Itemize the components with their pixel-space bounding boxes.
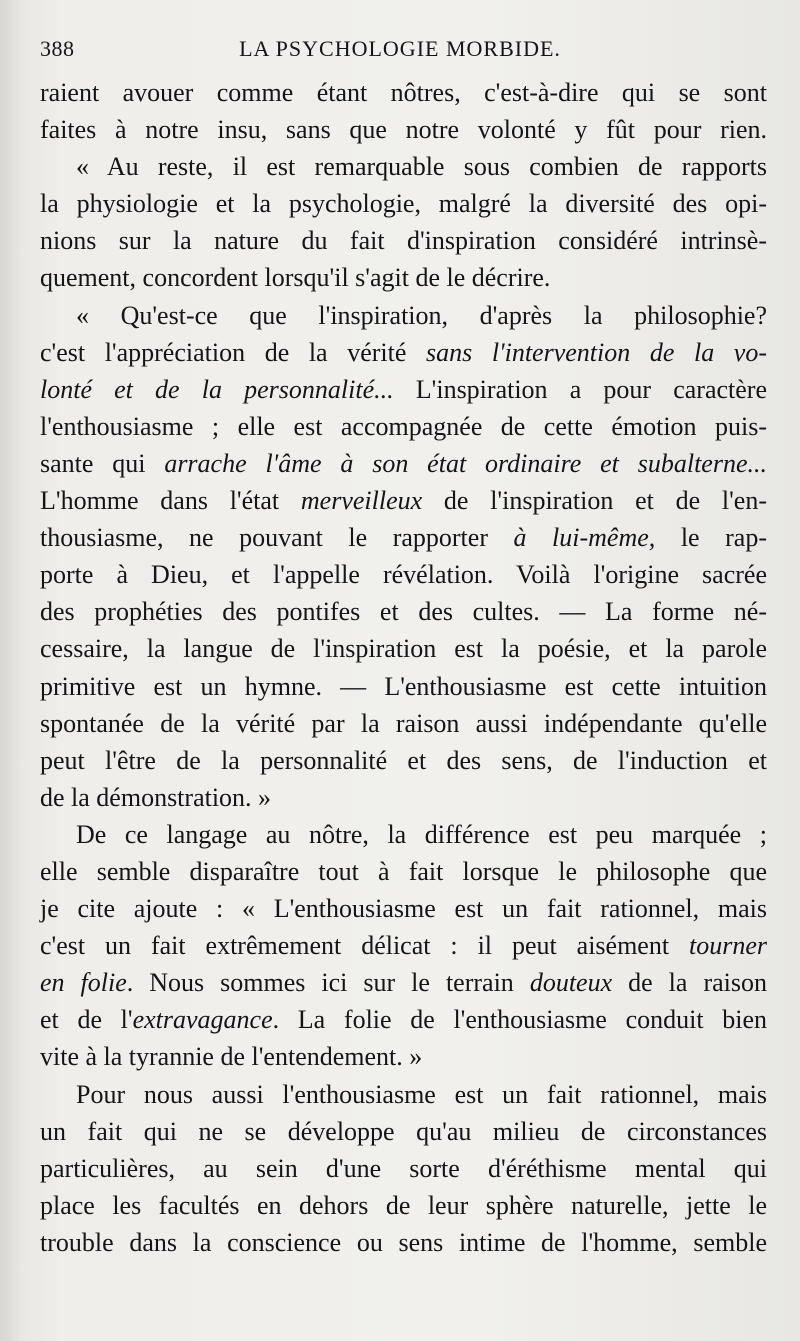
italic-text: tourner — [689, 931, 767, 961]
text-segment: L'homme dans l'état — [40, 486, 301, 516]
text-line — [40, 964, 767, 1001]
text-segment: c'est l'appréciation de la vérité — [40, 337, 426, 367]
text-segment: De ce langage au nôtre, la différence est peu marquée ; — [76, 819, 767, 849]
text-segment: nions sur la nature du fait d'inspiration considéré intrinsè- — [40, 226, 767, 256]
text-line — [40, 222, 767, 259]
text-segment: porte à Dieu, et l'appelle révélation. Voilà l'origine sacrée — [40, 560, 767, 590]
running-head: LA PSYCHOLOGIE MORBIDE. — [239, 36, 561, 61]
text-segment: faites à notre insu, sans que notre volonté y fût pour rien. — [40, 115, 767, 145]
text-segment: particulières, au sein d'une sorte d'éréthisme mental qui — [40, 1153, 767, 1183]
page-number: 388 — [40, 36, 75, 61]
text-segment: Pour nous aussi l'enthousiasme est un fait rationnel, mais — [76, 1079, 767, 1109]
text-line — [40, 668, 767, 705]
body-text — [40, 74, 767, 1261]
text-segment: je cite ajoute : « L'enthousiasme est un fait rationnel, mais — [40, 894, 767, 924]
text-segment: sante qui — [40, 448, 165, 478]
text-line — [40, 259, 767, 296]
text-line — [40, 779, 767, 816]
text-segment: trouble dans la conscience ou sens intime de l'homme, semble — [40, 1227, 767, 1257]
text-line — [40, 519, 767, 556]
text-segment: « Qu'est-ce que l'inspiration, d'après la philosophie? — [76, 300, 767, 330]
text-segment: des prophéties des pontifes et des cultes. — La forme né- — [40, 597, 767, 627]
italic-text: merveilleux — [300, 486, 423, 516]
text-segment: c'est un fait extrêmement délicat : il peut aisément — [40, 931, 689, 961]
text-segment: peut l'être de la personnalité et des sens, de l'induction et — [40, 745, 767, 775]
italic-text: lonté et de la personnalité... — [40, 374, 394, 404]
text-segment: de l'inspiration et de l'en- — [422, 486, 767, 516]
text-line — [40, 556, 767, 593]
text-line — [40, 1001, 767, 1038]
text-line — [40, 1076, 767, 1113]
text-line — [40, 371, 767, 408]
text-line — [40, 742, 767, 779]
text-segment: quement, concordent lorsqu'il s'agit de le décrire. — [40, 263, 551, 293]
text-line — [40, 408, 767, 445]
text-line — [40, 1150, 767, 1187]
text-segment: place les facultés en dehors de leur sphère naturelle, jette le — [40, 1190, 767, 1220]
text-line — [40, 705, 767, 742]
text-segment: cessaire, la langue de l'inspiration est la poésie, et la parole — [40, 634, 767, 664]
italic-text: arrache l'âme à son état ordinaire et subalterne... — [164, 448, 767, 478]
text-segment: . La folie de l'enthousiasme conduit bien — [272, 1005, 767, 1035]
text-line — [40, 816, 767, 853]
italic-text: douteux — [529, 968, 613, 998]
text-segment: de la raison — [612, 968, 767, 998]
text-segment: la physiologie et la psychologie, malgré la diversité des opi- — [40, 189, 767, 219]
text-segment: spontanée de la vérité par la raison aussi indépendante qu'elle — [40, 708, 767, 738]
text-segment: de la démonstration. » — [40, 782, 272, 812]
text-line — [40, 185, 767, 222]
text-line — [40, 927, 767, 964]
italic-text: sans l'intervention de la vo- — [425, 337, 767, 367]
text-line — [40, 482, 767, 519]
text-segment: elle semble disparaître tout à fait lorsque le philosophe que — [40, 856, 767, 886]
text-line — [40, 445, 767, 482]
text-segment: le rap- — [655, 523, 767, 553]
text-line — [40, 593, 767, 630]
text-line — [40, 74, 767, 111]
text-line — [40, 334, 767, 371]
text-segment: « Au reste, il est remarquable sous combien de rapports — [76, 152, 767, 182]
text-segment: L'inspiration a pour caractère — [393, 374, 767, 404]
text-line — [40, 853, 767, 890]
text-line — [40, 1113, 767, 1150]
text-line — [40, 1038, 767, 1075]
text-line — [40, 630, 767, 667]
text-segment: raient avouer comme étant nôtres, c'est-à-dire qui se sont — [40, 78, 767, 107]
text-line — [40, 890, 767, 927]
text-segment: l'enthousiasme ; elle est accompagnée de cette émotion puis- — [40, 411, 767, 441]
text-line — [40, 297, 767, 334]
text-line — [40, 1224, 767, 1261]
italic-text: extravagance — [132, 1005, 273, 1035]
text-segment: et de l' — [40, 1005, 133, 1035]
text-segment: thousiasme, ne pouvant le rapporter — [40, 523, 514, 553]
italic-text: en folie — [40, 968, 127, 998]
text-segment: vite à la tyrannie de l'entendement. » — [40, 1042, 423, 1072]
italic-text: à lui-même, — [513, 523, 656, 553]
text-segment: un fait qui ne se développe qu'au milieu de circonstances — [40, 1116, 767, 1146]
text-line — [40, 111, 767, 148]
page-gutter-shadow — [0, 0, 22, 1341]
text-segment: . Nous sommes ici sur le terrain — [126, 968, 530, 998]
text-segment: primitive est un hymne. — L'enthousiasme est cette intuition — [40, 671, 767, 701]
text-line — [40, 1187, 767, 1224]
page-header — [40, 36, 760, 64]
text-line — [40, 148, 767, 185]
